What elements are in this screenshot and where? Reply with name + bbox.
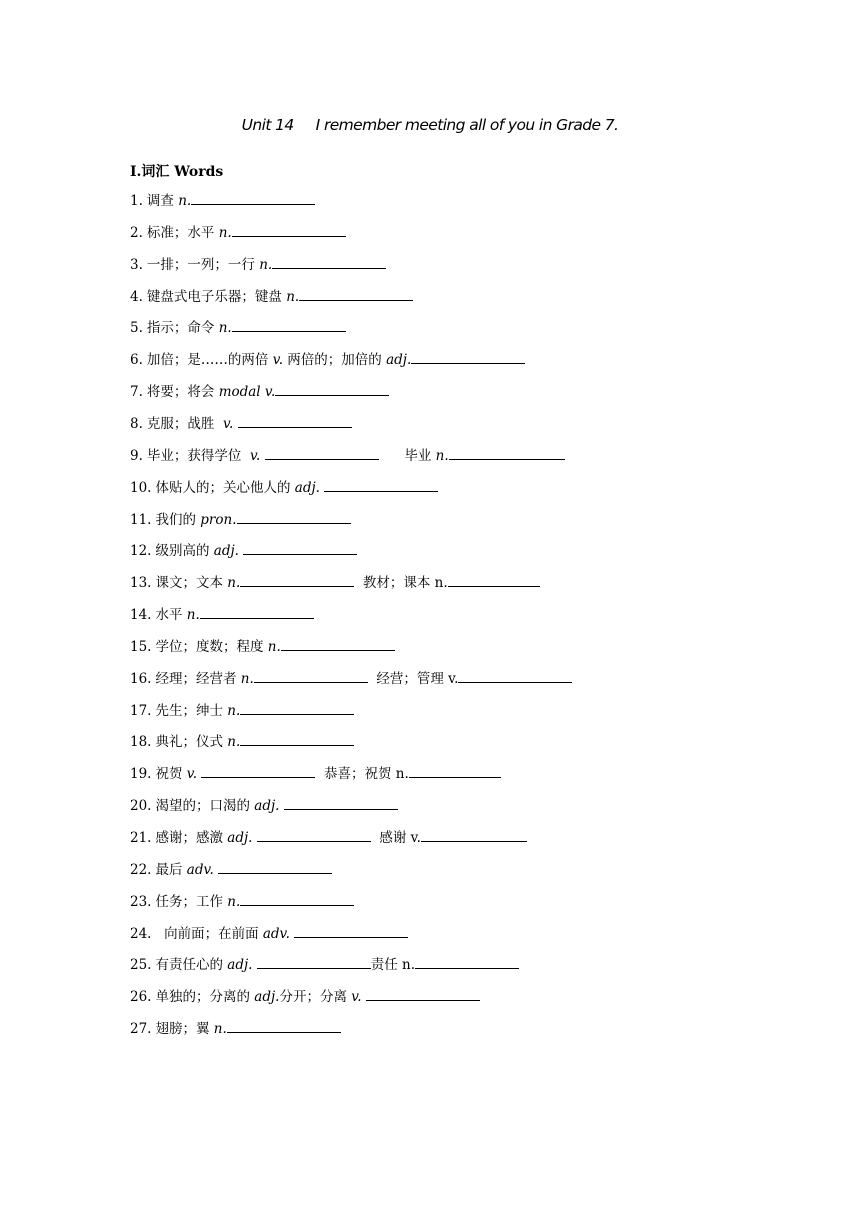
vocab-item xyxy=(130,763,501,783)
item-text: 指示；命令 xyxy=(146,320,219,337)
item-text: 学位；度数；程度 xyxy=(155,638,268,655)
part-of-speech: n. xyxy=(227,893,241,910)
item-text: 教材；课本 n. xyxy=(354,575,448,592)
answer-blank[interactable] xyxy=(275,381,389,396)
vocab-item xyxy=(130,668,572,688)
answer-blank[interactable] xyxy=(366,986,480,1001)
part-of-speech: adv. xyxy=(186,861,214,878)
item-text: 水平 xyxy=(155,607,187,624)
answer-blank[interactable] xyxy=(415,954,519,969)
answer-blank[interactable] xyxy=(449,445,565,460)
unit-title-text: I remember meeting all of you in Grade 7. xyxy=(315,116,619,134)
part-of-speech: v. xyxy=(272,352,284,369)
item-text: 渴望的；口渴的 xyxy=(155,798,255,815)
answer-blank[interactable] xyxy=(265,445,379,460)
item-text: 经营；管理 v. xyxy=(367,670,459,687)
item-number: 1. xyxy=(130,193,143,209)
item-text: 标准；水平 xyxy=(146,224,219,241)
answer-blank[interactable] xyxy=(421,827,527,842)
part-of-speech: v. xyxy=(351,989,362,1006)
vocab-item xyxy=(130,636,395,656)
part-of-speech: n. xyxy=(213,1021,227,1038)
part-of-speech: v. xyxy=(249,447,261,464)
item-text: 将要；将会 xyxy=(146,384,219,401)
part-of-speech: v. xyxy=(186,766,198,783)
vocab-item xyxy=(130,445,565,465)
answer-blank[interactable] xyxy=(409,763,501,778)
answer-blank[interactable] xyxy=(232,222,346,237)
item-text: 分开；分离 xyxy=(279,989,352,1006)
vocab-item xyxy=(130,923,408,943)
vocab-item xyxy=(130,700,354,720)
vocab-item xyxy=(130,954,519,974)
item-number: 16. xyxy=(130,670,152,687)
item-number: 15. xyxy=(130,638,152,655)
vocab-item xyxy=(130,1018,341,1038)
item-text: 有责任心的 xyxy=(155,957,228,974)
vocab-item xyxy=(130,190,315,210)
vocab-item xyxy=(130,286,413,306)
answer-blank[interactable] xyxy=(324,477,438,492)
vocab-item xyxy=(130,349,525,369)
item-text: 翅膀；翼 xyxy=(155,1021,214,1038)
item-number: 12. xyxy=(130,543,152,560)
item-text: 毕业；获得学位 xyxy=(146,447,250,464)
vocab-item xyxy=(130,317,346,337)
item-number: 18. xyxy=(130,734,152,751)
part-of-speech: adj. xyxy=(227,957,253,974)
item-number: 27. xyxy=(130,1021,152,1038)
item-text: 向前面；在前面 xyxy=(155,925,263,942)
answer-blank[interactable] xyxy=(191,190,315,205)
answer-blank[interactable] xyxy=(299,286,413,301)
item-number: 3. xyxy=(130,256,143,273)
item-number: 24. xyxy=(130,925,152,942)
answer-blank[interactable] xyxy=(294,923,408,938)
item-text: 责任 n. xyxy=(370,957,416,974)
answer-blank[interactable] xyxy=(240,572,354,587)
vocab-item xyxy=(130,540,357,560)
item-text: 我们的 xyxy=(155,511,201,528)
vocab-item xyxy=(130,731,354,751)
vocab-item xyxy=(130,413,352,433)
item-number: 19. xyxy=(130,766,152,783)
answer-blank[interactable] xyxy=(272,254,386,269)
part-of-speech: n. xyxy=(218,224,232,241)
part-of-speech: n. xyxy=(259,256,273,273)
part-of-speech: n. xyxy=(286,288,300,305)
item-text: 经理；经营者 xyxy=(155,670,241,687)
item-text: 任务；工作 xyxy=(155,893,228,910)
item-number: 22. xyxy=(130,861,152,878)
part-of-speech: n. xyxy=(218,320,232,337)
item-number: 7. xyxy=(130,384,143,401)
item-number: 14. xyxy=(130,607,152,624)
item-text: 加倍；是……的两倍 xyxy=(146,352,273,369)
answer-blank[interactable] xyxy=(237,509,351,524)
item-number: 17. xyxy=(130,702,152,719)
vocab-item xyxy=(130,827,527,847)
item-text: 单独的；分离的 xyxy=(155,989,255,1006)
item-number: 8. xyxy=(130,415,143,432)
item-number: 10. xyxy=(130,479,152,496)
unit-label: Unit 14 xyxy=(241,116,294,134)
answer-blank[interactable] xyxy=(281,636,395,651)
vocab-item xyxy=(130,604,314,624)
part-of-speech: n. xyxy=(227,575,241,592)
item-number: 11. xyxy=(130,511,152,528)
item-number: 6. xyxy=(130,352,143,369)
item-text: 克服；战胜 xyxy=(146,415,223,432)
vocab-item xyxy=(130,509,351,529)
answer-blank[interactable] xyxy=(218,859,332,874)
part-of-speech: adj. xyxy=(254,798,280,815)
item-text: 两倍的；加倍的 xyxy=(283,352,387,369)
answer-blank[interactable] xyxy=(257,954,371,969)
answer-blank[interactable] xyxy=(411,349,525,364)
item-text: 课文；文本 xyxy=(155,575,228,592)
answer-blank[interactable] xyxy=(227,1018,341,1033)
answer-blank[interactable] xyxy=(240,891,354,906)
part-of-speech: adv. xyxy=(262,925,290,942)
part-of-speech: n. xyxy=(227,734,241,751)
item-text: 键盘式电子乐器；键盘 xyxy=(146,288,287,305)
answer-blank[interactable] xyxy=(448,572,540,587)
answer-blank[interactable] xyxy=(254,668,368,683)
vocab-item xyxy=(130,572,540,592)
item-number: 5. xyxy=(130,320,143,337)
part-of-speech: adj. xyxy=(294,479,320,496)
answer-blank[interactable] xyxy=(243,540,357,555)
part-of-speech: adj. xyxy=(213,543,239,560)
item-text: 级别高的 xyxy=(155,543,214,560)
answer-blank[interactable] xyxy=(201,763,315,778)
item-text: 体贴人的；关心他人的 xyxy=(155,479,295,496)
item-number: 25. xyxy=(130,957,152,974)
item-text: 感谢 v. xyxy=(370,830,421,846)
item-text: 调查 xyxy=(146,193,179,209)
answer-blank[interactable] xyxy=(458,668,572,683)
vocab-item xyxy=(130,254,386,274)
part-of-speech: n. xyxy=(227,702,241,719)
part-of-speech: n. xyxy=(186,607,200,624)
answer-blank[interactable] xyxy=(240,700,354,715)
vocab-item xyxy=(130,859,332,879)
vocab-item xyxy=(130,477,438,497)
part-of-speech: n. xyxy=(240,670,254,687)
item-text: 毕业 xyxy=(378,447,436,464)
item-text: 祝贺 xyxy=(155,766,187,783)
section-heading: I.词汇 Words xyxy=(130,164,224,180)
item-number: 2. xyxy=(130,224,143,241)
answer-blank[interactable] xyxy=(238,413,352,428)
item-number: 20. xyxy=(130,798,152,815)
vocab-item xyxy=(130,891,354,911)
item-text: 一排；一列；一行 xyxy=(146,256,260,273)
item-text: 典礼；仪式 xyxy=(155,734,228,751)
item-number: 21. xyxy=(130,830,152,846)
part-of-speech: pron. xyxy=(200,511,237,528)
vocab-item xyxy=(130,381,389,401)
item-text: 恭喜；祝贺 n. xyxy=(315,766,409,783)
part-of-speech: n. xyxy=(435,447,449,464)
page-title xyxy=(0,116,860,134)
item-text: 最后 xyxy=(155,861,187,878)
item-number: 26. xyxy=(130,989,152,1006)
part-of-speech: n. xyxy=(178,193,192,209)
vocab-item xyxy=(130,222,346,242)
item-number: 4. xyxy=(130,288,143,305)
part-of-speech: modal v. xyxy=(218,384,276,401)
answer-blank[interactable] xyxy=(257,827,371,842)
part-of-speech: n. xyxy=(267,638,281,655)
part-of-speech: adj. xyxy=(386,352,412,369)
answer-blank[interactable] xyxy=(284,795,398,810)
answer-blank[interactable] xyxy=(240,731,354,746)
vocab-item xyxy=(130,795,398,815)
part-of-speech: adj. xyxy=(254,989,280,1006)
item-text: 先生；绅士 xyxy=(155,702,228,719)
answer-blank[interactable] xyxy=(200,604,314,619)
item-number: 23. xyxy=(130,893,152,910)
item-text: 感谢；感激 xyxy=(155,830,228,846)
part-of-speech: v. xyxy=(222,415,234,432)
answer-blank[interactable] xyxy=(232,317,346,332)
item-number: 9. xyxy=(130,447,143,464)
part-of-speech: adj. xyxy=(227,830,253,846)
vocab-item xyxy=(130,986,480,1006)
item-number: 13. xyxy=(130,575,152,592)
